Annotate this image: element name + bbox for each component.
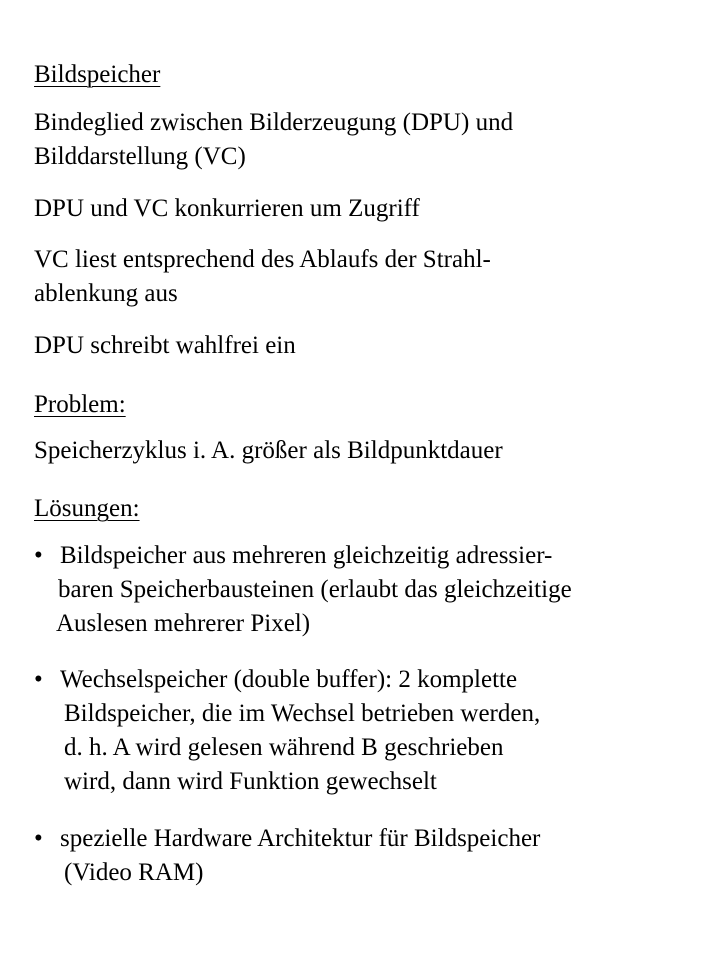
bullet-item-line: Bildspeicher, die im Wechsel betrieben werden, <box>64 700 541 727</box>
bullet-item-line: (Video RAM) <box>64 859 204 886</box>
paragraph-line: DPU und VC konkurrieren um Zugriff <box>34 195 420 222</box>
bullet-item-line: d. h. A wird gelesen während B geschrieben <box>64 734 504 761</box>
bullet-item-line: wird, dann wird Funktion gewechselt <box>64 768 437 795</box>
paragraph-line: DPU schreibt wahlfrei ein <box>34 332 296 359</box>
problem-text: Speicherzyklus i. A. größer als Bildpunktdauer <box>34 437 503 464</box>
bullet-item-line: Auslesen mehrerer Pixel) <box>56 610 311 637</box>
section-heading-loesungen: Lösungen: <box>34 495 140 522</box>
bullet-item-line: Wechselspeicher (double buffer): 2 komplette <box>60 666 518 693</box>
bullet-icon: • <box>34 542 43 569</box>
bullet-icon: • <box>34 666 43 693</box>
bullet-item-line: baren Speicherbausteinen (erlaubt das gleichzeitige <box>58 576 572 603</box>
bullet-item-line: Bildspeicher aus mehreren gleichzeitig adressier- <box>60 542 553 569</box>
paragraph-line: VC liest entsprechend des Ablaufs der Strahl- <box>34 246 491 273</box>
section-heading-bildspeicher: Bildspeicher <box>34 61 161 88</box>
paragraph-line: Bilddarstellung (VC) <box>34 143 246 170</box>
paragraph-line: ablenkung aus <box>34 280 178 307</box>
bullet-item-line: spezielle Hardware Architektur für Bildspeicher <box>60 825 541 852</box>
bullet-icon: • <box>34 825 43 852</box>
section-heading-problem: Problem: <box>34 391 126 418</box>
paragraph-line: Bindeglied zwischen Bilderzeugung (DPU) und <box>34 109 514 136</box>
